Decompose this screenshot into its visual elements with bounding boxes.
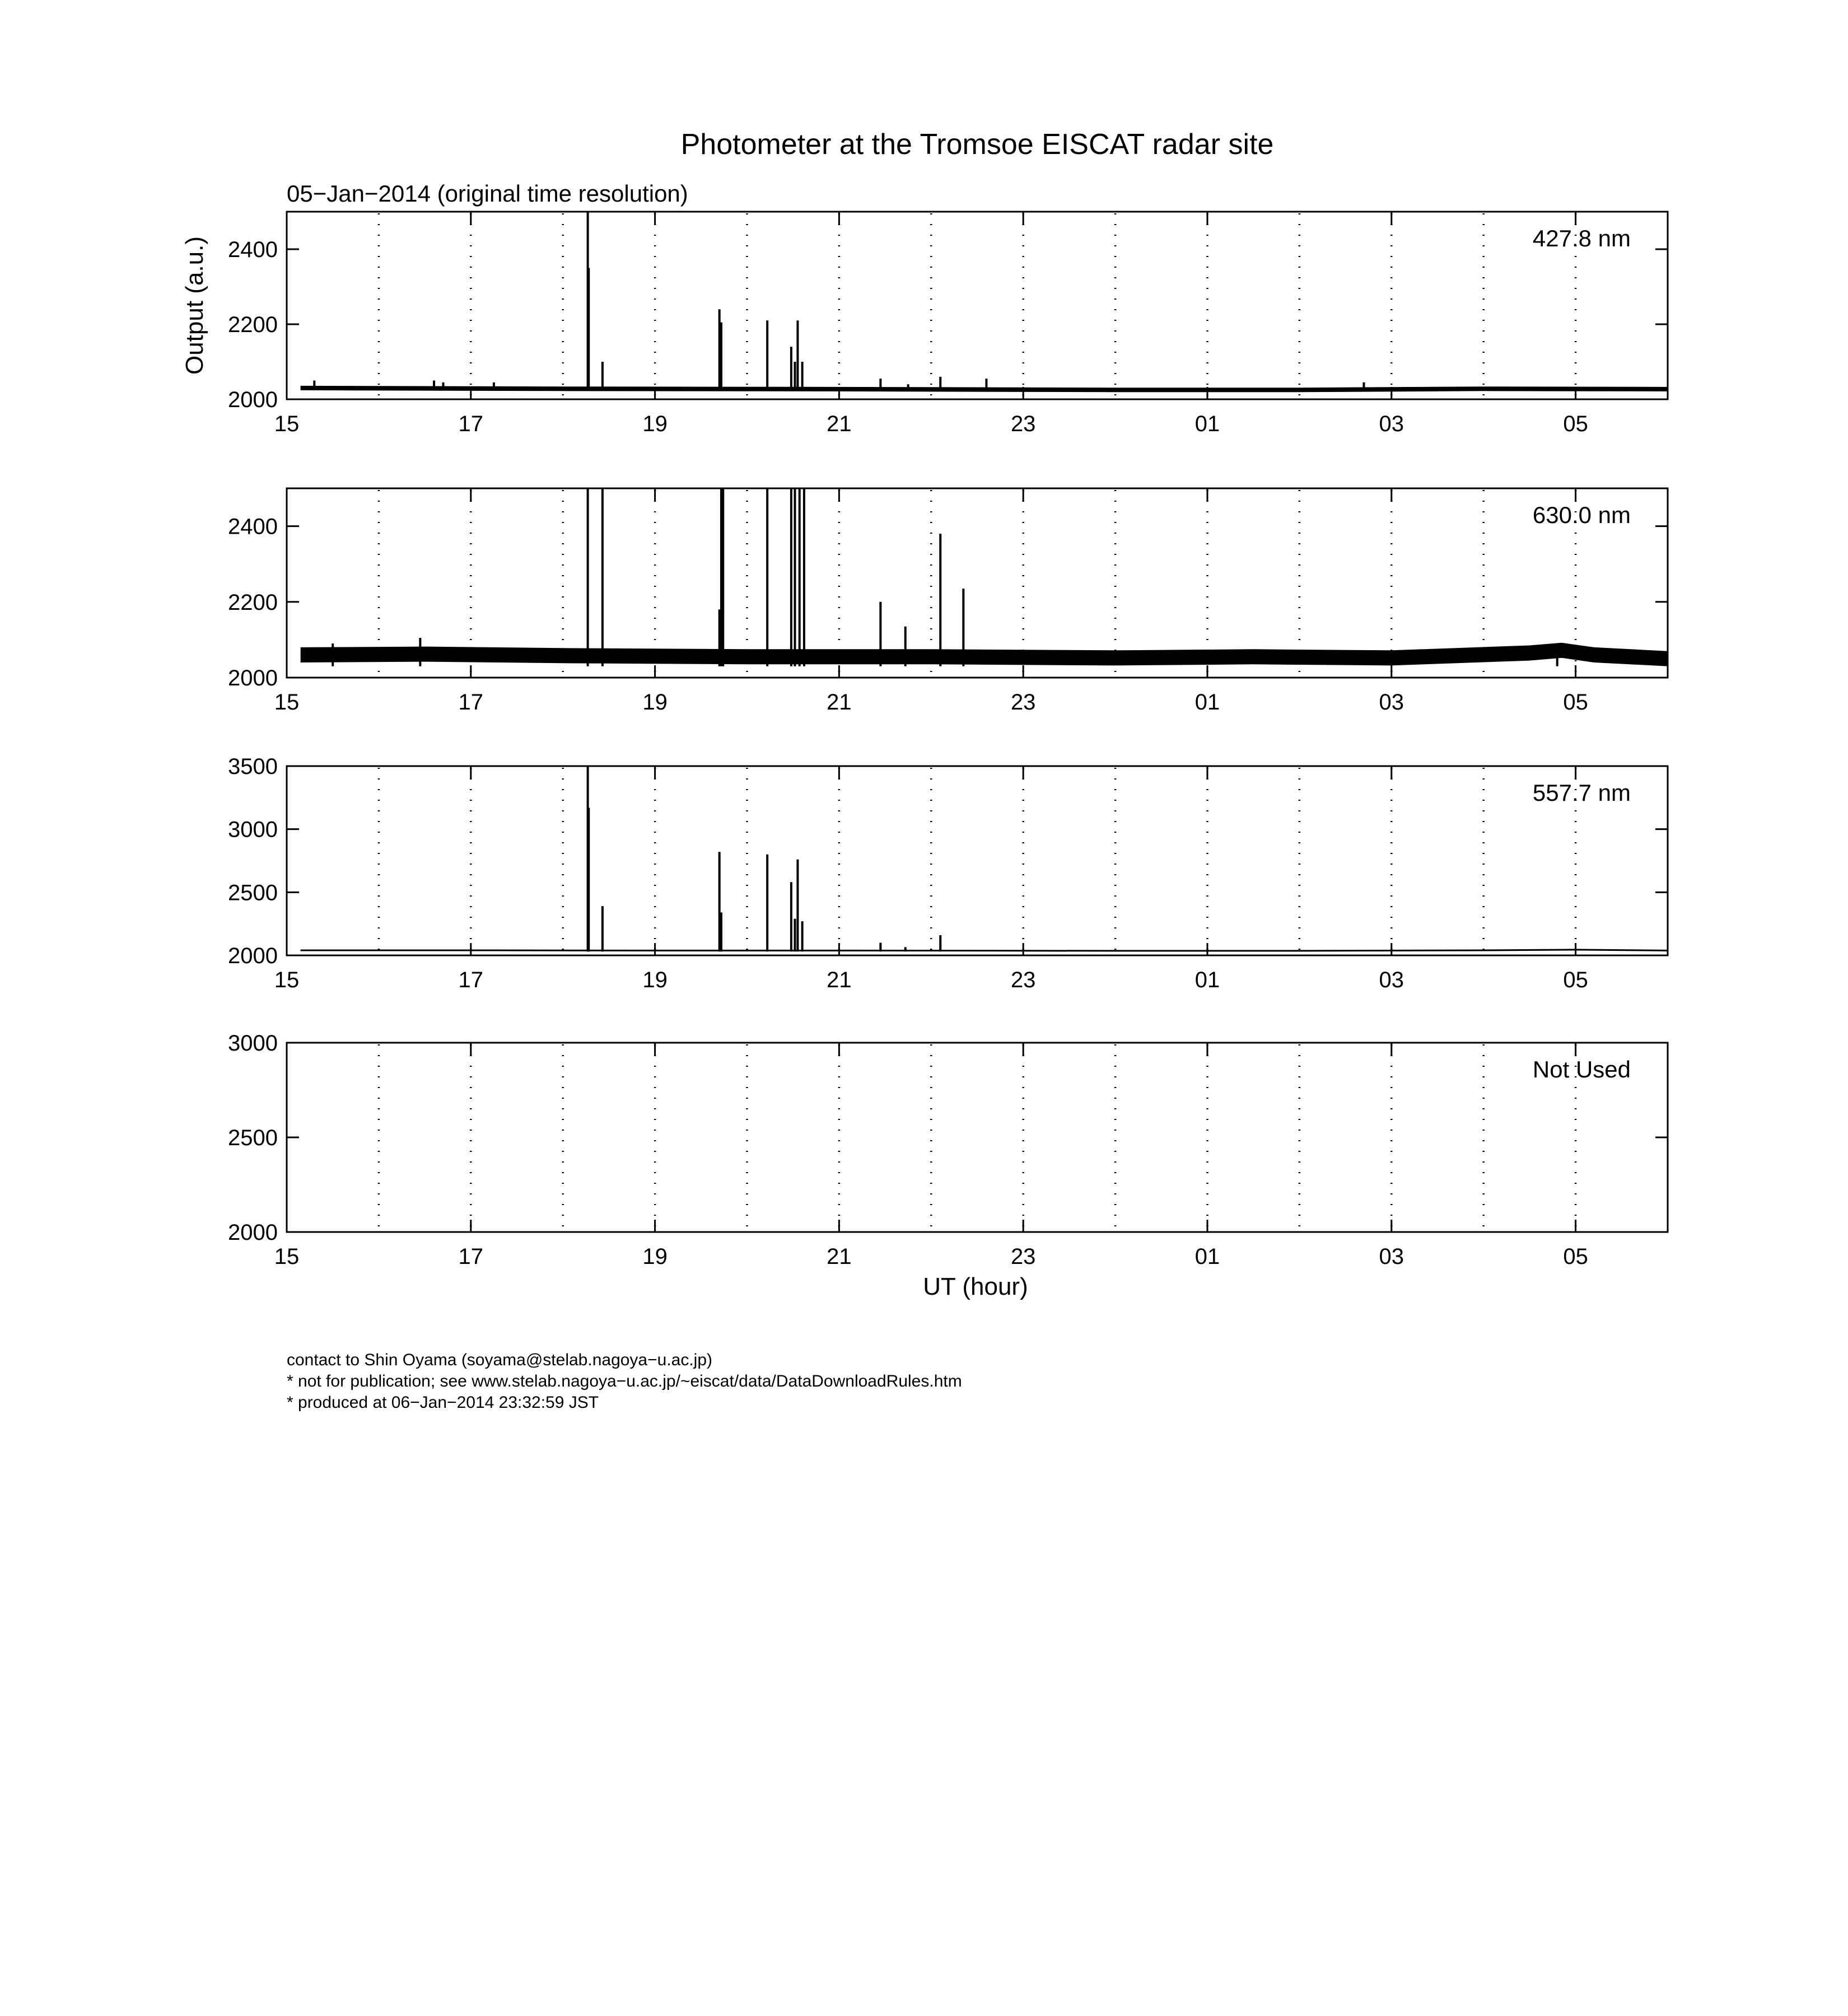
- x-tick-label: 05: [1563, 690, 1588, 715]
- wavelength-label: 630.0 nm: [1532, 502, 1631, 528]
- y-tick-label: 2200: [228, 590, 278, 615]
- y-tick-label: 2000: [228, 388, 278, 412]
- panels: [181, 212, 1668, 1269]
- y-tick-label: 3500: [228, 754, 278, 779]
- y-axis-label: Output (a.u.): [181, 236, 208, 375]
- x-tick-label: 05: [1563, 1244, 1588, 1269]
- y-tick-label: 2500: [228, 880, 278, 906]
- x-axis-label: UT (hour): [923, 1273, 1028, 1300]
- wavelength-label: 427.8 nm: [1532, 225, 1631, 251]
- x-tick-label: 23: [1010, 1244, 1036, 1269]
- produced-footnote: * produced at 06−Jan−2014 23:32:59 JST: [287, 1393, 599, 1412]
- x-tick-label: 17: [458, 1244, 484, 1269]
- wavelength-label: Not Used: [1532, 1056, 1631, 1082]
- y-tick-label: 2200: [228, 312, 278, 337]
- x-tick-label: 21: [827, 968, 852, 992]
- x-tick-label: 03: [1379, 412, 1404, 436]
- x-tick-label: 01: [1194, 968, 1220, 992]
- x-tick-label: 03: [1379, 968, 1404, 992]
- x-tick-label: 03: [1379, 1244, 1404, 1269]
- x-tick-label: 15: [274, 412, 300, 436]
- panel-2: [228, 488, 1668, 715]
- y-tick-label: 3000: [228, 817, 278, 842]
- y-tick-label: 2500: [228, 1126, 278, 1150]
- y-tick-label: 2000: [228, 944, 278, 968]
- x-tick-label: 21: [827, 1244, 852, 1269]
- plot-frame: [287, 212, 1668, 399]
- plot-frame: [287, 1043, 1668, 1232]
- x-tick-label: 17: [458, 968, 484, 992]
- x-tick-label: 19: [642, 690, 668, 715]
- panel-4: [228, 1031, 1668, 1269]
- x-tick-label: 01: [1194, 690, 1220, 715]
- x-tick-label: 19: [642, 1244, 668, 1269]
- y-tick-label: 2400: [228, 237, 278, 262]
- x-tick-label: 03: [1379, 690, 1404, 715]
- x-tick-label: 01: [1194, 1244, 1220, 1269]
- y-tick-label: 2400: [228, 514, 278, 539]
- x-tick-label: 23: [1010, 412, 1036, 436]
- x-tick-label: 15: [274, 1244, 300, 1269]
- x-tick-label: 19: [642, 412, 668, 436]
- x-tick-label: 23: [1010, 968, 1036, 992]
- x-tick-label: 19: [642, 968, 668, 992]
- x-tick-label: 21: [827, 690, 852, 715]
- contact-footnote: contact to Shin Oyama (soyama@stelab.nagoya−u.ac.jp): [287, 1351, 713, 1369]
- x-tick-label: 17: [458, 412, 484, 436]
- y-tick-label: 3000: [228, 1031, 278, 1056]
- x-tick-label: 21: [827, 412, 852, 436]
- panel-3: [228, 754, 1668, 992]
- y-tick-label: 2000: [228, 1220, 278, 1245]
- chart-title: Photometer at the Tromsoe EISCAT radar site: [680, 128, 1274, 161]
- y-tick-label: 2000: [228, 666, 278, 690]
- rules-footnote: * not for publication; see www.stelab.nagoya−u.ac.jp/~eiscat/data/DataDownloadRules.htm: [287, 1372, 962, 1390]
- x-tick-label: 15: [274, 968, 300, 992]
- chart-subtitle: 05−Jan−2014 (original time resolution): [287, 180, 688, 207]
- plot-frame: [287, 766, 1668, 955]
- x-tick-label: 05: [1563, 412, 1588, 436]
- x-tick-label: 01: [1194, 412, 1220, 436]
- x-tick-label: 17: [458, 690, 484, 715]
- x-tick-label: 05: [1563, 968, 1588, 992]
- wavelength-label: 557.7 nm: [1532, 780, 1631, 806]
- signal-trace: [301, 950, 1668, 951]
- x-tick-label: 23: [1010, 690, 1036, 715]
- x-tick-label: 15: [274, 690, 300, 715]
- panel-1: [181, 212, 1668, 436]
